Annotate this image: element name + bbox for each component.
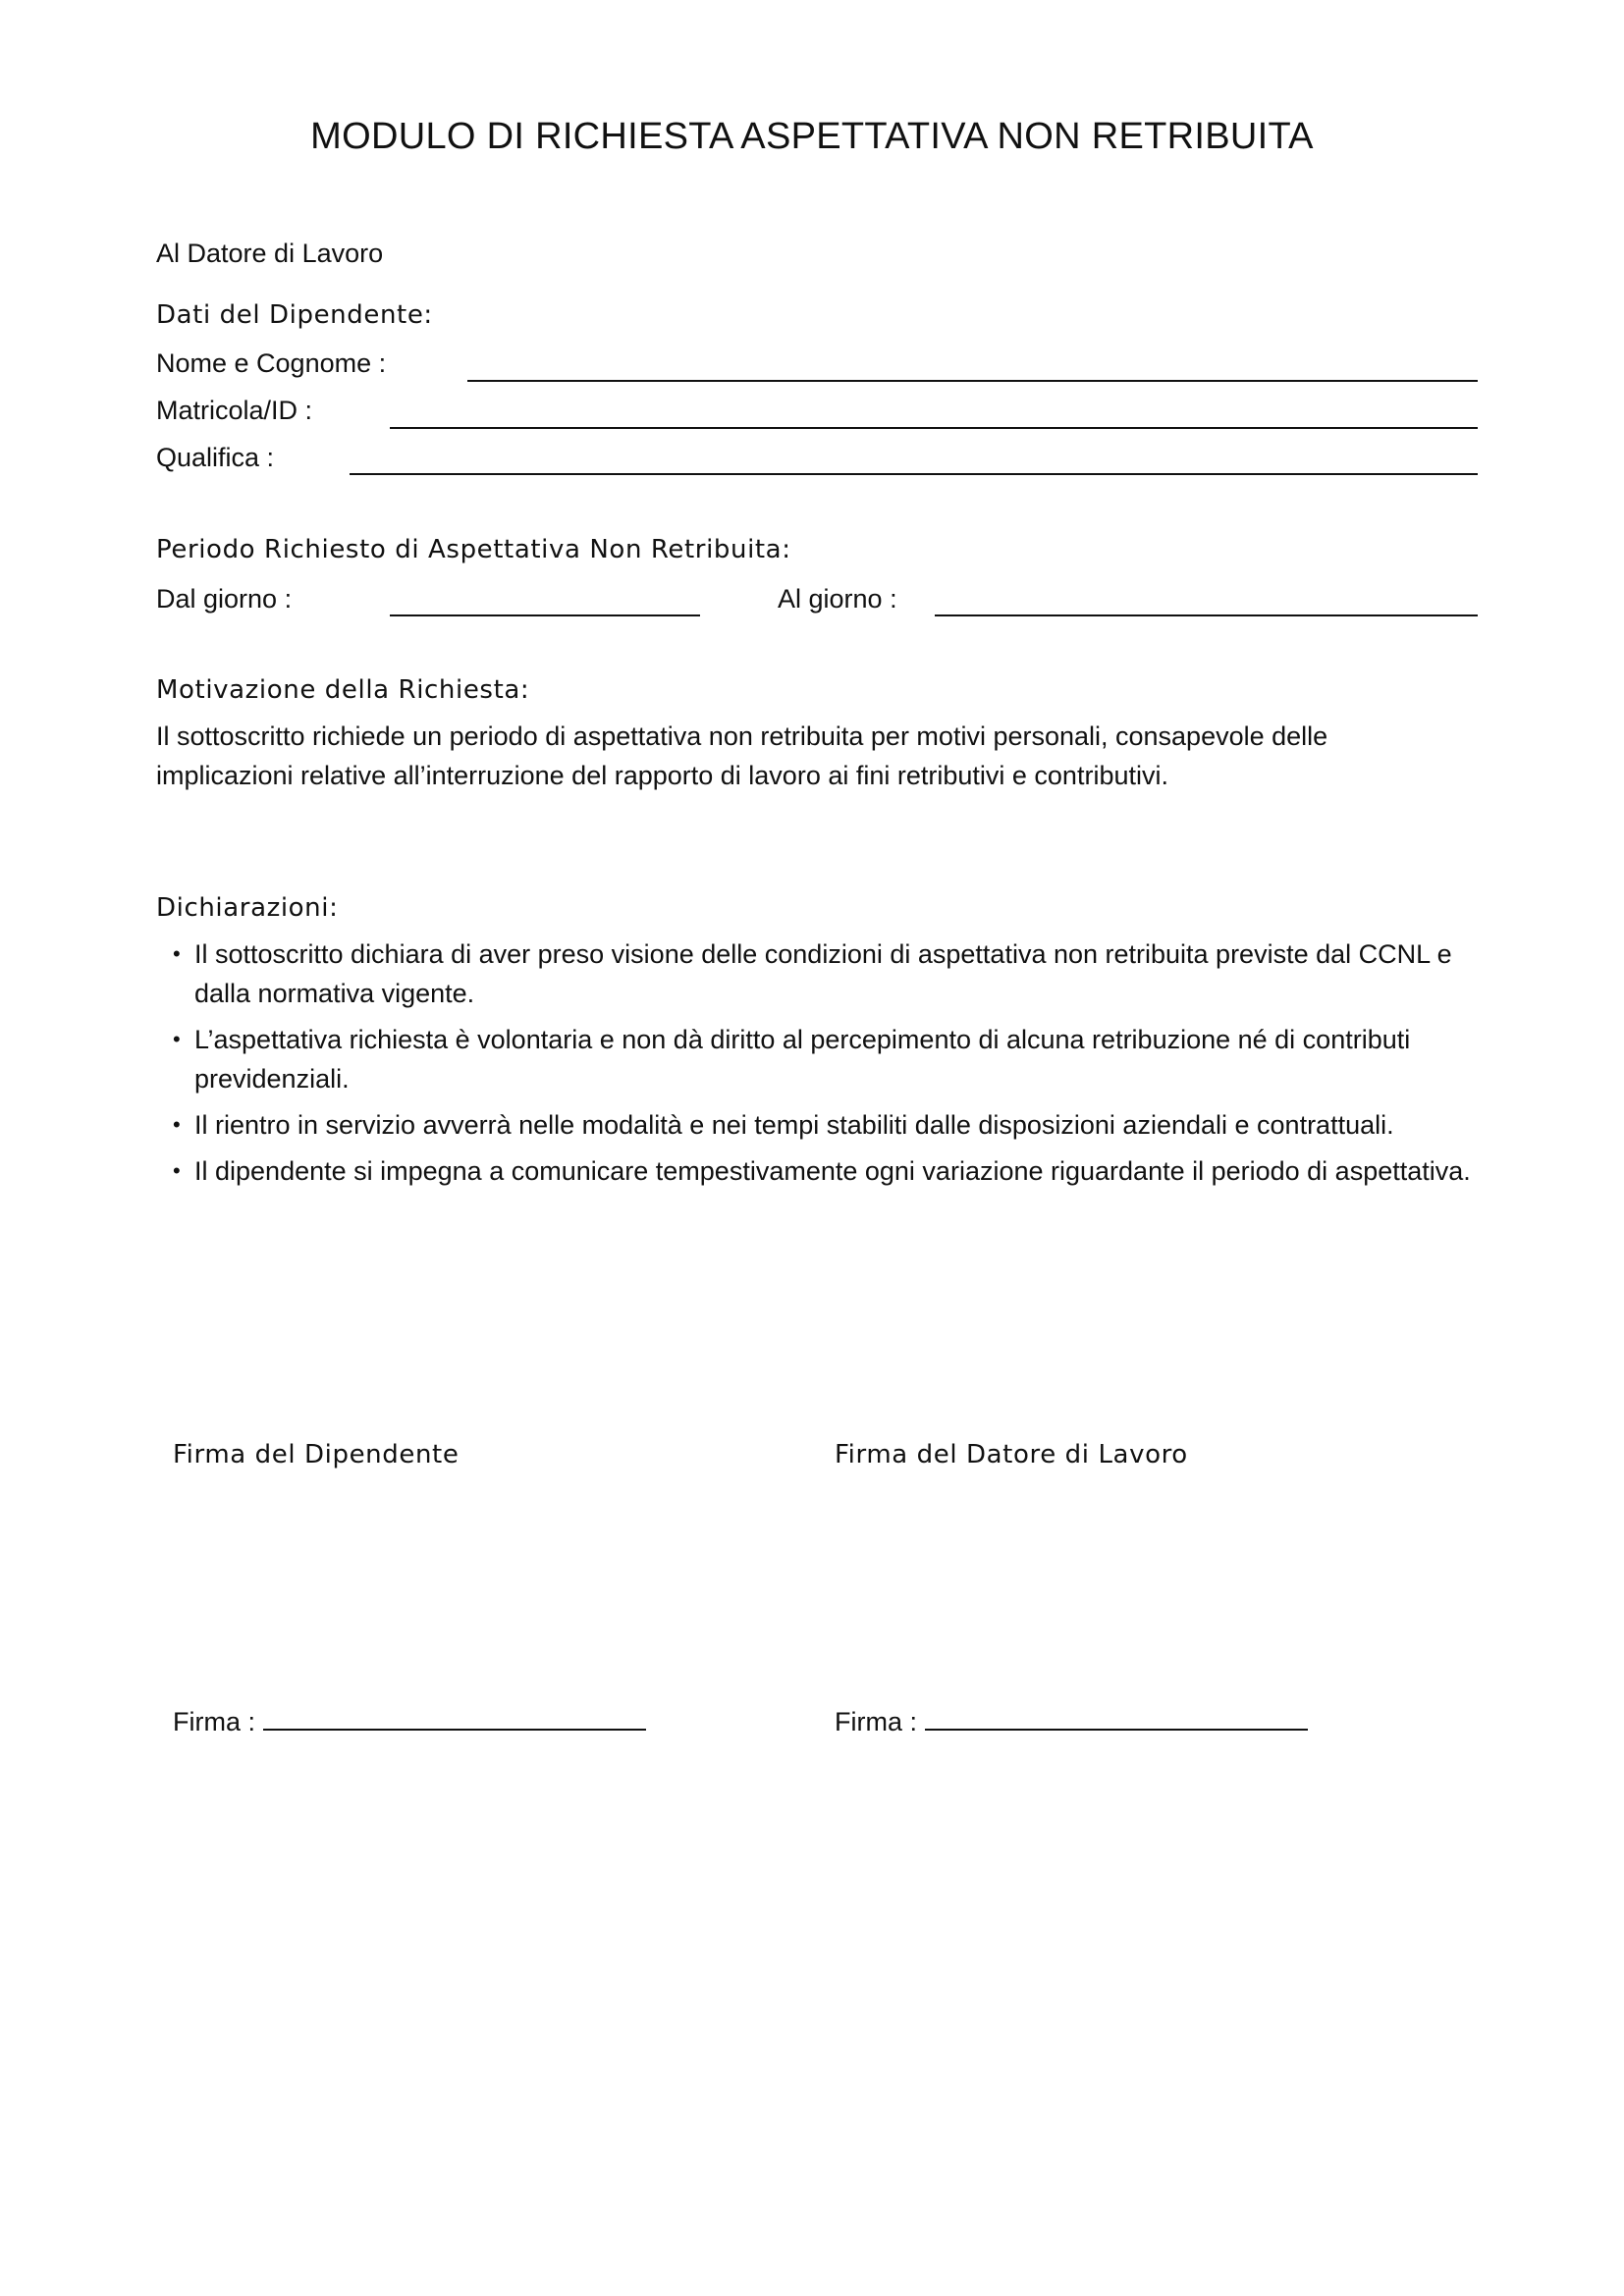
declaration-text: L’aspettativa richiesta è volontaria e non dà diritto al percepimento di alcuna retribuzione né di contributi previdenziali. <box>194 1025 1411 1094</box>
employee-signature-line[interactable] <box>263 1703 646 1731</box>
declarations-section-heading: Dichiarazioni: <box>156 893 339 923</box>
declaration-text: Il rientro in servizio avverrà nelle modalità e nei tempi stabiliti dalle disposizioni aziendali e contrattuali. <box>194 1110 1394 1140</box>
period-section-heading: Periodo Richiesto di Aspettativa Non Retribuita: <box>156 535 791 564</box>
id-label: Matricola/ID : <box>156 396 313 425</box>
recipient: Al Datore di Lavoro <box>156 239 384 268</box>
declaration-text: Il sottoscritto dichiara di aver preso visione delle condizioni di aspettativa non retribuita previste dal CCNL e dalla normativa vigente. <box>194 939 1452 1008</box>
declaration-text: Il dipendente si impegna a comunicare tempestivamente ogni variazione riguardante il periodo di aspettativa. <box>194 1156 1471 1186</box>
employee-section-heading: Dati del Dipendente: <box>156 300 433 330</box>
employer-signature-heading: Firma del Datore di Lavoro <box>835 1440 1188 1469</box>
role-label: Qualifica : <box>156 443 275 472</box>
declarations-list <box>173 934 1498 1198</box>
declaration-item <box>173 934 1498 1013</box>
employer-signature-row <box>835 1703 1308 1737</box>
to-date-field-line[interactable] <box>935 614 1478 616</box>
declaration-item <box>173 1020 1498 1098</box>
name-field-line[interactable] <box>467 380 1478 382</box>
name-label: Nome e Cognome : <box>156 348 387 378</box>
bullet-icon: • <box>173 1027 181 1051</box>
from-date-label: Dal giorno : <box>156 584 293 614</box>
to-date-label: Al giorno : <box>778 584 897 614</box>
id-field-line[interactable] <box>390 427 1478 429</box>
motivation-text: Il sottoscritto richiede un periodo di aspettativa non retribuita per motivi personali, consapevole delle implicazioni relative all’interruzione del rapporto di lavoro ai fini retributivi e contributivi. <box>156 721 1328 790</box>
employer-signature-label: Firma : <box>835 1707 917 1736</box>
bullet-icon: • <box>173 941 181 966</box>
bullet-icon: • <box>173 1112 181 1137</box>
employee-signature-row <box>173 1703 646 1737</box>
motivation-section-heading: Motivazione della Richiesta: <box>156 675 530 705</box>
role-field-line[interactable] <box>350 473 1478 475</box>
bullet-icon: • <box>173 1158 181 1183</box>
declaration-item <box>173 1151 1498 1191</box>
employee-signature-heading: Firma del Dipendente <box>173 1440 460 1469</box>
from-date-field-line[interactable] <box>390 614 700 616</box>
employee-signature-label: Firma : <box>173 1707 255 1736</box>
declaration-item <box>173 1105 1498 1145</box>
document-title: MODULO DI RICHIESTA ASPETTATIVA NON RETRIBUITA <box>310 116 1314 157</box>
employer-signature-line[interactable] <box>925 1703 1308 1731</box>
